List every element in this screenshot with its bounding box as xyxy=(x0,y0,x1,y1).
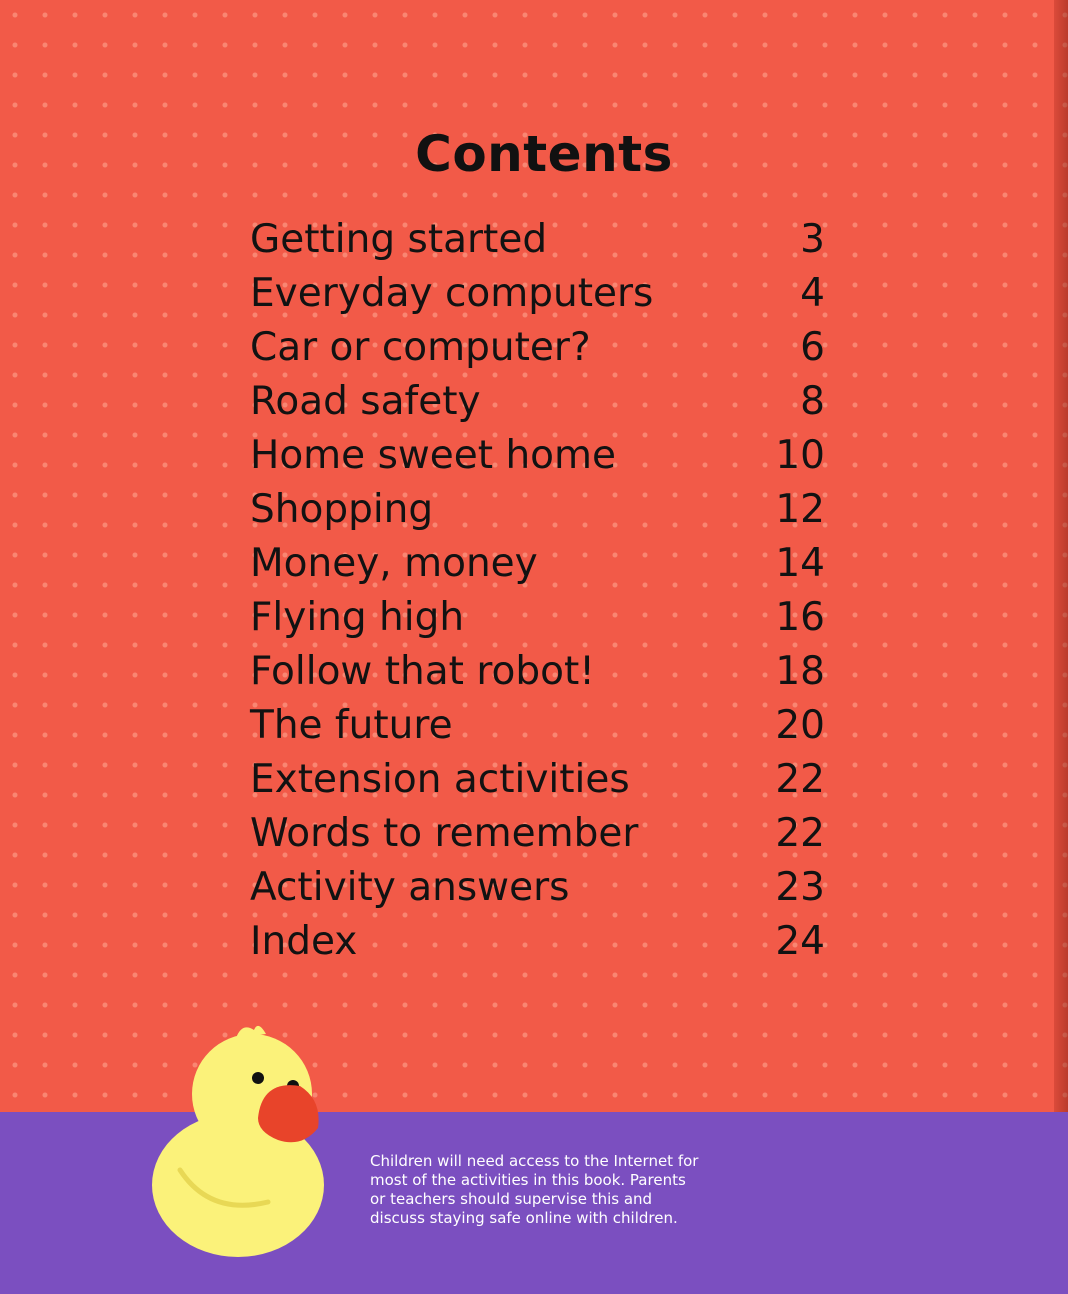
toc-entry-title: Road safety xyxy=(250,378,481,424)
toc-entry-page-number: 3 xyxy=(800,216,825,262)
toc-entry-page-number: 6 xyxy=(800,324,825,370)
internet-safety-note xyxy=(370,1152,750,1228)
toc-entry-title: Shopping xyxy=(250,486,434,532)
toc-entry xyxy=(250,644,825,698)
toc-entry xyxy=(250,320,825,374)
toc-entry-title: Car or computer? xyxy=(250,324,591,370)
toc-entry xyxy=(250,266,825,320)
toc-entry-page-number: 20 xyxy=(775,702,825,748)
toc-entry xyxy=(250,752,825,806)
toc-entry-page-number: 23 xyxy=(775,864,825,910)
toc-entry-page-number: 22 xyxy=(775,810,825,856)
toc-entry-page-number: 4 xyxy=(800,270,825,316)
toc-entry-title: Home sweet home xyxy=(250,432,617,478)
page-title: Contents xyxy=(415,125,673,183)
toc-entry xyxy=(250,536,825,590)
toc-entry xyxy=(250,212,825,266)
toc-entry xyxy=(250,482,825,536)
page-edge-shadow xyxy=(1054,0,1068,1294)
toc-entry-page-number: 10 xyxy=(775,432,825,478)
note-line: discuss staying safe online with children. xyxy=(370,1209,678,1227)
toc-entry-title: Flying high xyxy=(250,594,465,640)
toc-entry xyxy=(250,860,825,914)
toc-entry-page-number: 8 xyxy=(800,378,825,424)
toc-entry-page-number: 14 xyxy=(775,540,825,586)
toc-entry-page-number: 18 xyxy=(775,648,825,694)
toc-entry-title: Money, money xyxy=(250,540,538,586)
toc-entry-title: The future xyxy=(250,702,453,748)
note-line: or teachers should supervise this and xyxy=(370,1190,653,1208)
note-line: Children will need access to the Internet for xyxy=(370,1152,699,1170)
toc-entry-page-number: 22 xyxy=(775,756,825,802)
toc-entry-title: Follow that robot! xyxy=(250,648,595,694)
toc-entry xyxy=(250,590,825,644)
toc-entry-page-number: 12 xyxy=(775,486,825,532)
toc-entry-page-number: 16 xyxy=(775,594,825,640)
toc-entry-title: Everyday computers xyxy=(250,270,654,316)
toc-entry-page-number: 24 xyxy=(775,918,825,964)
note-line: most of the activities in this book. Parents xyxy=(370,1171,686,1189)
toc-entry-title: Index xyxy=(250,918,358,964)
contents-list xyxy=(250,212,825,968)
toc-entry xyxy=(250,374,825,428)
toc-entry xyxy=(250,914,825,968)
toc-entry xyxy=(250,698,825,752)
toc-entry-title: Getting started xyxy=(250,216,548,262)
toc-entry xyxy=(250,428,825,482)
duck-eye-left xyxy=(252,1072,264,1084)
toc-entry-title: Activity answers xyxy=(250,864,570,910)
toc-entry-title: Words to remember xyxy=(250,810,639,856)
toc-entry-title: Extension activities xyxy=(250,756,630,802)
rubber-duck-icon xyxy=(150,1020,350,1260)
toc-entry xyxy=(250,806,825,860)
